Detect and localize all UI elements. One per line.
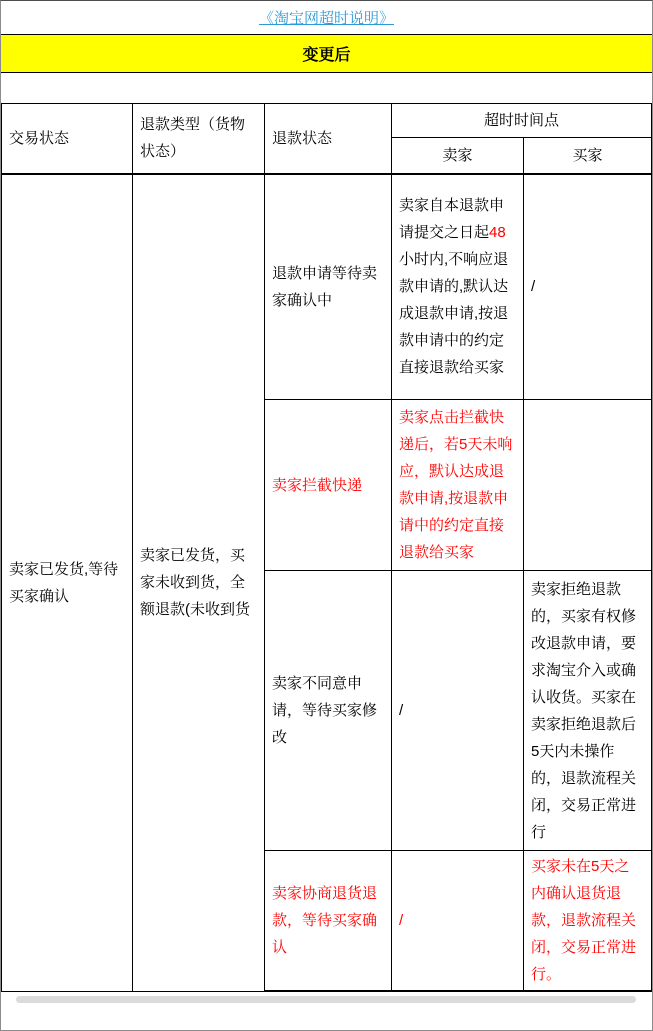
cell-buyer-timeout-2 bbox=[524, 400, 652, 571]
cell-seller-timeout-4: / bbox=[392, 851, 524, 992]
table-row bbox=[2, 174, 652, 400]
header-timeout-point: 超时时间点 bbox=[392, 104, 652, 138]
cell-seller-timeout-1 bbox=[392, 174, 524, 400]
header-seller: 卖家 bbox=[392, 138, 524, 174]
seller-timeout-1-post: 小时内,不响应退款申请的,默认达成退款申请,按退款申请中的约定直接退款给买家 bbox=[399, 251, 509, 377]
header-refund-status: 退款状态 bbox=[265, 104, 392, 174]
cell-trade-status: 卖家已发货,等待买家确认 bbox=[2, 174, 133, 992]
cell-buyer-timeout-1: / bbox=[524, 174, 652, 400]
header-refund-type: 退款类型（货物状态） bbox=[133, 104, 265, 174]
cell-refund-status-3: 卖家不同意申请，等待买家修改 bbox=[265, 571, 392, 851]
cell-seller-timeout-3: / bbox=[392, 571, 524, 851]
banner-after-change: 变更后 bbox=[1, 35, 652, 73]
spacer bbox=[1, 73, 652, 103]
cell-refund-status-2: 卖家拦截快递 bbox=[265, 400, 392, 571]
cell-seller-timeout-2: 卖家点击拦截快递后，若5天未响应，默认达成退款申请,按退款申请中的约定直接退款给买家 bbox=[392, 400, 524, 571]
seller-timeout-1-highlight: 48 bbox=[489, 224, 506, 242]
timeout-table bbox=[1, 103, 652, 992]
document-title-row bbox=[1, 1, 652, 35]
cell-refund-status-4: 卖家协商退货退款，等待买家确认 bbox=[265, 851, 392, 992]
cell-refund-status-1: 退款申请等待卖家确认中 bbox=[265, 174, 392, 400]
cell-refund-type: 卖家已发货，买家未收到货，全额退款(未收到货 bbox=[133, 174, 265, 992]
horizontal-scrollbar-thumb[interactable] bbox=[16, 996, 636, 1003]
header-trade-status: 交易状态 bbox=[2, 104, 133, 174]
header-buyer: 买家 bbox=[524, 138, 652, 174]
taobao-timeout-doc-link[interactable]: 《淘宝网超时说明》 bbox=[258, 10, 394, 27]
cell-buyer-timeout-3: 卖家拒绝退款的，买家有权修改退款申请，要求淘宝介入或确认收货。买家在卖家拒绝退款后5天内未操作的，退款流程关闭，交易正常进行 bbox=[524, 571, 652, 851]
seller-timeout-1-pre: 卖家自本退款申请提交之日起 bbox=[399, 197, 505, 242]
cell-buyer-timeout-4: 买家未在5天之内确认退货退款，退款流程关闭，交易正常进行。 bbox=[524, 851, 652, 992]
horizontal-scrollbar bbox=[1, 996, 652, 1004]
